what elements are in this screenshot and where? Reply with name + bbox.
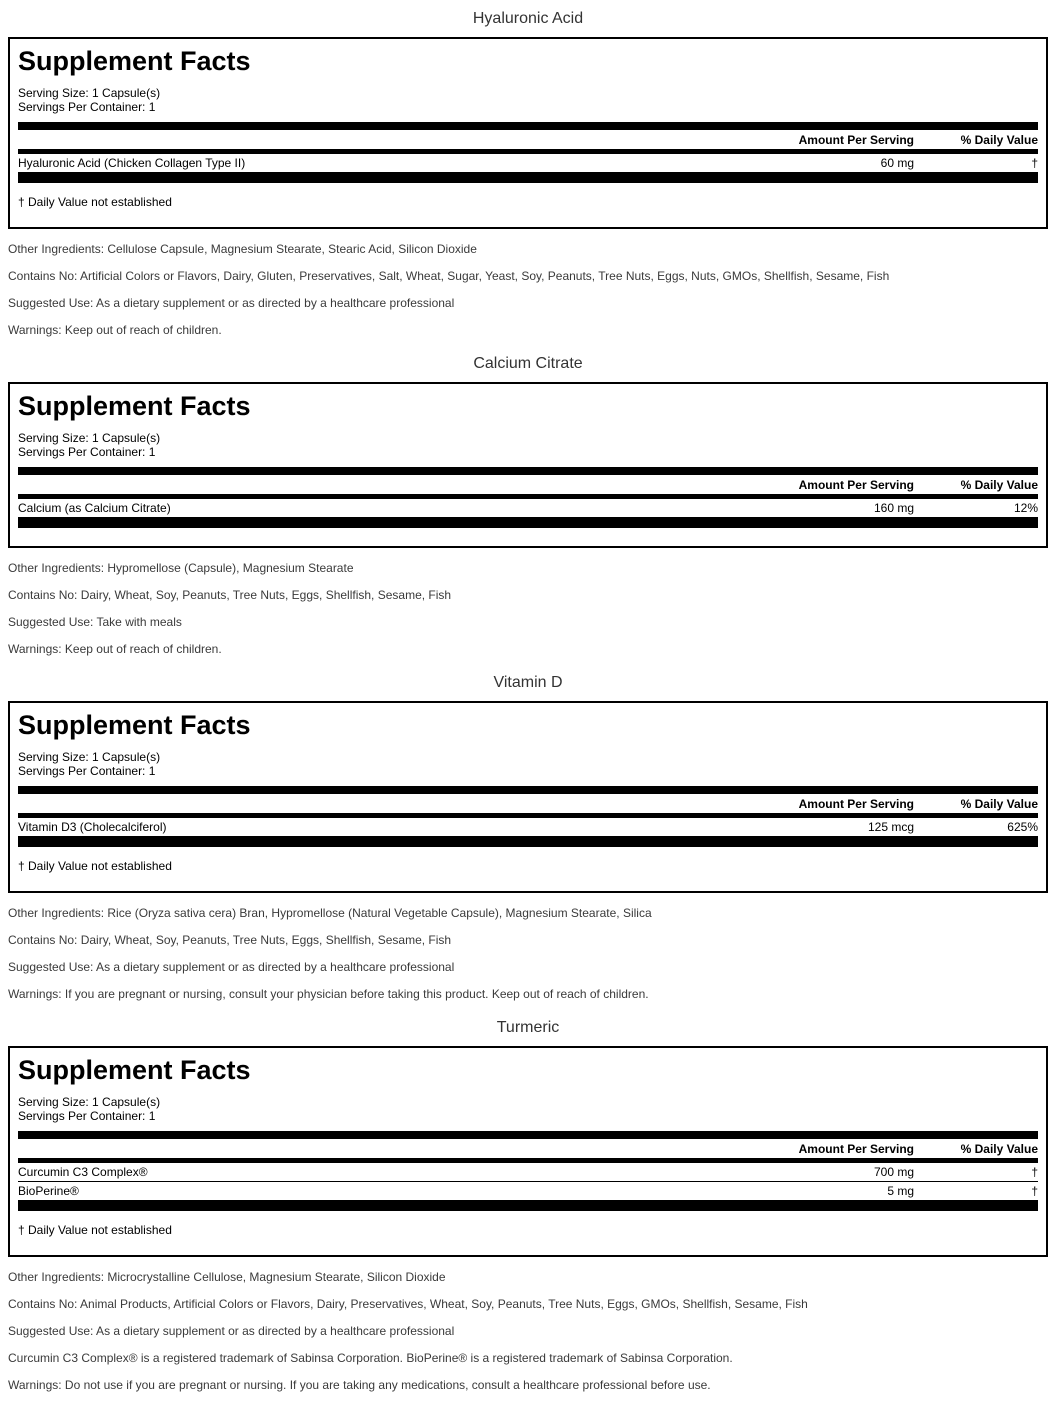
note-text: Suggested Use: As a dietary supplement or as directed by a healthcare professional — [8, 960, 455, 975]
serving-size: Serving Size: 1 Capsule(s) — [18, 431, 161, 446]
divider-heavy-bar — [18, 172, 1038, 183]
servings-per-container: Servings Per Container: 1 — [18, 764, 156, 779]
divider-heavy-bar — [18, 836, 1038, 847]
ingredient-row — [18, 818, 1038, 836]
note-text: Suggested Use: Take with meals — [8, 615, 182, 630]
divider-heavy-bar — [18, 1200, 1038, 1211]
ingredient-row — [18, 1181, 1038, 1200]
ingredient-name: Calcium (as Calcium Citrate) — [18, 501, 171, 516]
note-text: Other Ingredients: Cellulose Capsule, Magnesium Stearate, Stearic Acid, Silicon Dioxide — [8, 242, 477, 257]
ingredient-name: Curcumin C3 Complex® — [18, 1165, 148, 1180]
note-text: Warnings: Keep out of reach of children. — [8, 323, 222, 338]
note-text: Suggested Use: As a dietary supplement or as directed by a healthcare professional — [8, 296, 455, 311]
section-title: Vitamin D — [493, 674, 563, 692]
supplement-facts-heading: Supplement Facts — [18, 1055, 251, 1086]
notes — [8, 1270, 1048, 1392]
serving-size: Serving Size: 1 Capsule(s) — [18, 750, 161, 765]
column-header-daily-value: % Daily Value — [960, 133, 1038, 148]
ingredient-name: BioPerine® — [18, 1184, 79, 1199]
ingredient-amount: 160 mg — [873, 501, 914, 516]
divider-thick-bar — [18, 1131, 1038, 1139]
ingredient-row — [18, 1163, 1038, 1181]
divider-heavy-bar — [18, 517, 1038, 528]
facts-rows — [18, 818, 1038, 836]
facts-header-row — [18, 794, 1038, 813]
facts-header-row — [18, 130, 1038, 149]
supplement-facts-page — [0, 10, 1056, 1392]
facts-rows — [18, 499, 1038, 517]
note-text: Warnings: If you are pregnant or nursing, consult your physician before taking this product. Keep out of reach of children. — [8, 987, 649, 1002]
supplement-facts-heading: Supplement Facts — [18, 391, 251, 422]
serving-size: Serving Size: 1 Capsule(s) — [18, 1095, 161, 1110]
ingredient-amount: 125 mcg — [867, 820, 914, 835]
ingredient-amount: 700 mg — [873, 1165, 914, 1180]
ingredient-daily-value: † — [1031, 1184, 1038, 1199]
note-text: Warnings: Keep out of reach of children. — [8, 642, 222, 657]
servings-per-container: Servings Per Container: 1 — [18, 100, 156, 115]
note-text: Contains No: Artificial Colors or Flavors, Dairy, Gluten, Preservatives, Salt, Wheat, Sugar, Yeast, Soy, Peanuts, Tree Nuts, Eggs, Nuts, GMOs, Shellfish, Sesame, Fish — [8, 269, 890, 284]
supplement-facts-box — [8, 701, 1048, 893]
column-header-daily-value: % Daily Value — [960, 478, 1038, 493]
divider-thick-bar — [18, 786, 1038, 794]
note-text: Other Ingredients: Microcrystalline Cellulose, Magnesium Stearate, Silicon Dioxide — [8, 1270, 446, 1285]
supplement-facts-heading: Supplement Facts — [18, 46, 251, 76]
ingredient-name: Vitamin D3 (Cholecalciferol) — [18, 820, 167, 835]
servings-per-container: Servings Per Container: 1 — [18, 445, 156, 460]
supplement-facts-box — [8, 1046, 1048, 1257]
notes — [8, 906, 1048, 1001]
column-header-amount: Amount Per Serving — [798, 797, 914, 812]
note-text: Contains No: Dairy, Wheat, Soy, Peanuts, Tree Nuts, Eggs, Shellfish, Sesame, Fish — [8, 933, 452, 948]
note-text: Warnings: Do not use if you are pregnant or nursing. If you are taking any medications, consult a healthcare professional before use. — [8, 1378, 711, 1393]
column-header-amount: Amount Per Serving — [798, 1142, 914, 1157]
note-text: Other Ingredients: Rice (Oryza sativa cera) Bran, Hypromellose (Natural Vegetable Capsule), Magnesium Stearate, Silica — [8, 906, 652, 921]
section-title: Calcium Citrate — [473, 355, 583, 373]
column-header-daily-value: % Daily Value — [960, 1142, 1038, 1157]
supplement-section — [0, 10, 1056, 337]
serving-size: Serving Size: 1 Capsule(s) — [18, 86, 161, 101]
section-title: Turmeric — [496, 1019, 560, 1037]
divider-thick-bar — [18, 467, 1038, 475]
supplement-facts-box — [8, 37, 1048, 229]
notes — [8, 242, 1048, 337]
divider-thick-bar — [18, 122, 1038, 130]
facts-header-row — [18, 1139, 1038, 1158]
facts-rows — [18, 154, 1038, 172]
ingredient-name: Hyaluronic Acid (Chicken Collagen Type II) — [18, 156, 246, 171]
ingredient-daily-value: 12% — [1013, 501, 1038, 516]
column-header-amount: Amount Per Serving — [798, 478, 914, 493]
ingredient-amount: 60 mg — [880, 156, 914, 171]
facts-rows — [18, 1163, 1038, 1200]
facts-header-row — [18, 475, 1038, 494]
note-text: Other Ingredients: Hypromellose (Capsule), Magnesium Stearate — [8, 561, 354, 576]
supplement-facts-heading: Supplement Facts — [18, 710, 251, 741]
column-header-daily-value: % Daily Value — [960, 797, 1038, 812]
ingredient-row — [18, 499, 1038, 517]
ingredient-daily-value: 625% — [1007, 820, 1038, 835]
daily-value-footnote: † Daily Value not established — [18, 195, 172, 210]
servings-per-container: Servings Per Container: 1 — [18, 1109, 156, 1124]
note-text: Contains No: Animal Products, Artificial Colors or Flavors, Dairy, Preservatives, Wheat, Soy, Peanuts, Tree Nuts, Eggs, GMOs, Shellfish, Sesame, Fish — [8, 1297, 808, 1312]
daily-value-footnote: † Daily Value not established — [18, 859, 172, 874]
note-text: Contains No: Dairy, Wheat, Soy, Peanuts, Tree Nuts, Eggs, Shellfish, Sesame, Fish — [8, 588, 452, 603]
supplement-section — [0, 674, 1056, 1001]
ingredient-amount: 5 mg — [887, 1184, 914, 1199]
daily-value-footnote: † Daily Value not established — [18, 1223, 172, 1238]
ingredient-daily-value: † — [1031, 156, 1038, 171]
column-header-amount: Amount Per Serving — [798, 133, 914, 148]
supplement-facts-box — [8, 382, 1048, 548]
ingredient-daily-value: † — [1031, 1165, 1038, 1180]
supplement-section — [0, 1019, 1056, 1392]
ingredient-row — [18, 154, 1038, 172]
section-title: Hyaluronic Acid — [472, 10, 584, 27]
note-text: Curcumin C3 Complex® is a registered trademark of Sabinsa Corporation. BioPerine® is a registered trademark of Sabinsa Corporation. — [8, 1351, 733, 1366]
supplement-section — [0, 355, 1056, 656]
notes — [8, 561, 1048, 656]
note-text: Suggested Use: As a dietary supplement or as directed by a healthcare professional — [8, 1324, 455, 1339]
